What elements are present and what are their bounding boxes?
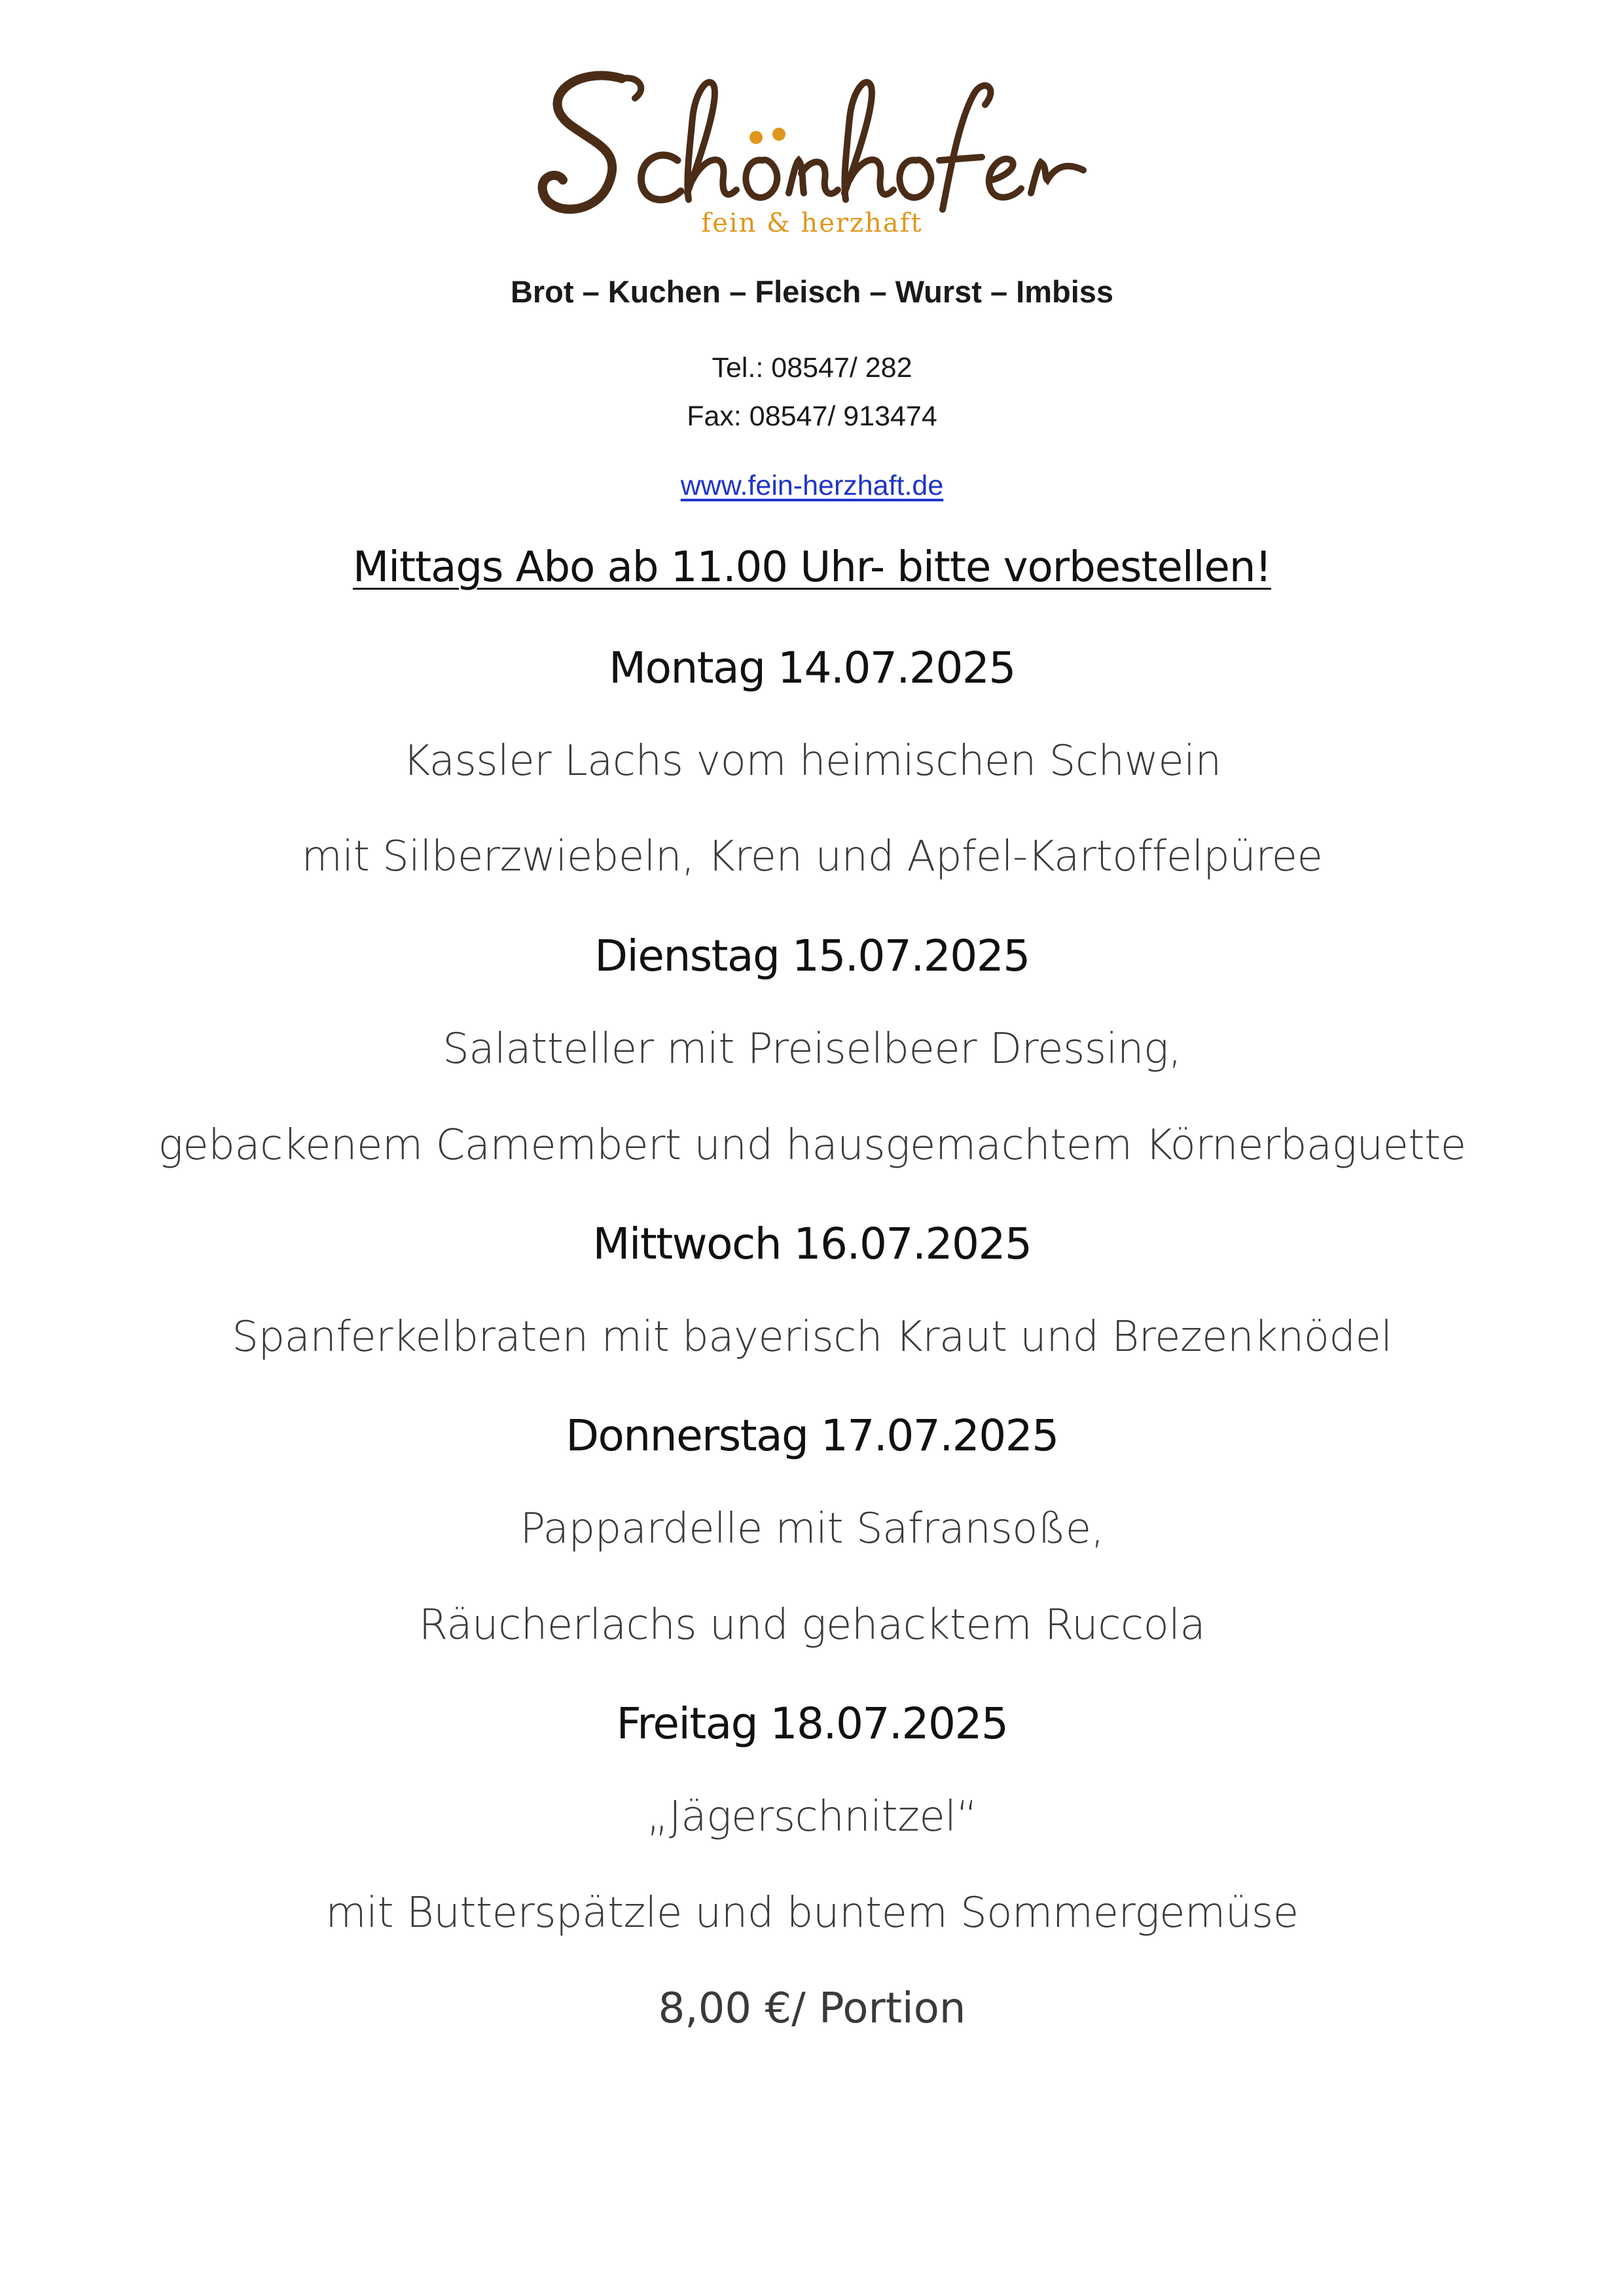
price-per-portion: 8,00 €/ Portion — [658, 1984, 966, 2033]
dish-line: Räucherlachs und gehacktem Ruccola — [418, 1601, 1206, 1649]
website-link[interactable]: www.fein-herzhaft.de — [680, 470, 944, 501]
dish-line: mit Butterspätzle und buntem Sommergemüse — [325, 1889, 1299, 1937]
day-heading-friday: Freitag 18.07.2025 — [616, 1698, 1008, 1749]
fax-number: Fax: 08547/ 913474 — [687, 401, 937, 432]
dish-line: Pappardelle mit Safransoße, — [520, 1505, 1104, 1553]
dish-line: Kassler Lachs vom heimischen Schwein — [403, 737, 1221, 785]
day-heading-monday: Montag 14.07.2025 — [609, 643, 1015, 693]
menu-headline: Mittags Abo ab 11.00 Uhr- bitte vorbestellen! — [352, 543, 1272, 592]
dish-line: „Jägerschnitzel“ — [646, 1793, 978, 1841]
logo-tagline: fein & herzhaft — [701, 208, 923, 238]
dish-line: Salatteller mit Preiselbeer Dressing, — [442, 1025, 1182, 1073]
day-heading-thursday: Donnerstag 17.07.2025 — [566, 1410, 1058, 1461]
product-categories: Brot – Kuchen – Fleisch – Wurst – Imbiss — [510, 274, 1114, 309]
dish-line: mit Silberzwiebeln, Kren und Apfel-Kartoffelpüree — [301, 833, 1323, 881]
day-heading-tuesday: Dienstag 15.07.2025 — [594, 931, 1030, 981]
telephone-number: Tel.: 08547/ 282 — [712, 352, 912, 384]
dish-line: gebackenem Camembert und hausgemachtem Körnerbaguette — [158, 1121, 1466, 1170]
dish-line: Spanferkelbraten mit bayerisch Kraut und Brezenknödel — [232, 1313, 1392, 1361]
day-heading-wednesday: Mittwoch 16.07.2025 — [592, 1219, 1032, 1269]
